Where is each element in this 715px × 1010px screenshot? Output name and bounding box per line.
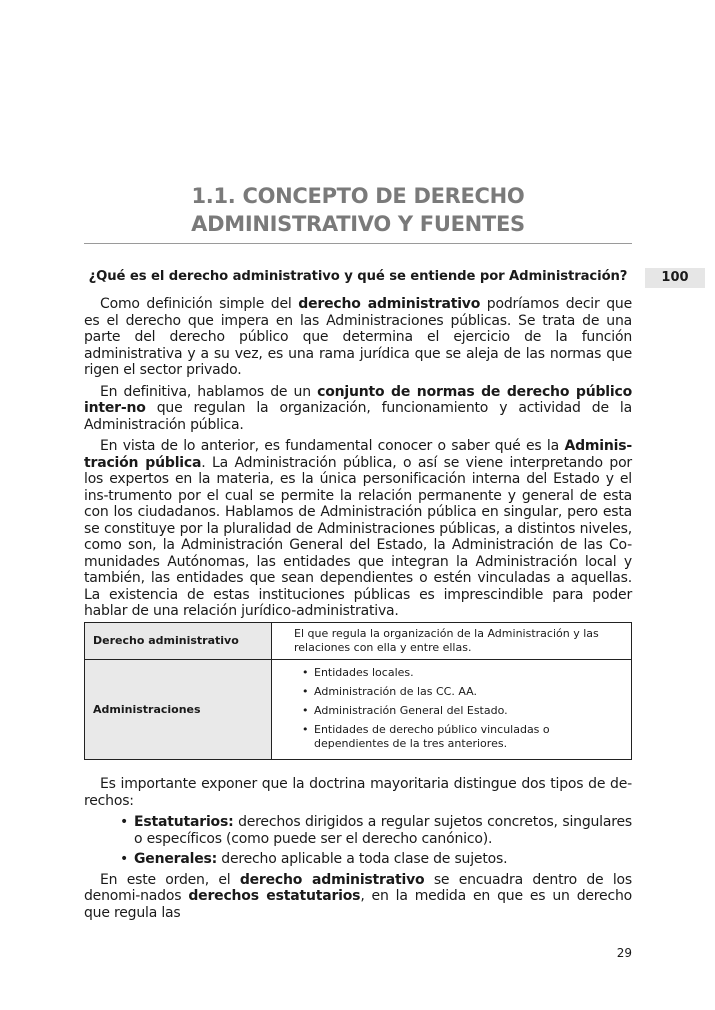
page-number: 29 bbox=[616, 946, 632, 960]
paragraph-1-text-c: podríamos decir que es el derecho que impera en las Administraciones públicas. Se trata de una parte del derecho público que determina el ejercicio de la función administrativa y a su vez, es una rama jurídica que se aleja de las normas que rigen el sector privado. bbox=[84, 296, 632, 378]
administrations-list bbox=[280, 666, 623, 751]
paragraph-2-text-c: que regulan la organización, funcionamiento y actividad de la Administración pública. bbox=[84, 400, 632, 433]
section-title bbox=[84, 182, 632, 238]
question-number-badge: 100 bbox=[645, 268, 705, 288]
summary-table bbox=[84, 622, 632, 760]
paragraph-5-text-e: , en la medida en que es un derecho que regula las bbox=[84, 888, 632, 921]
paragraph-3-text-a: En vista de lo anterior, es fundamental conocer o saber qué es la bbox=[100, 438, 565, 454]
table-row bbox=[85, 660, 632, 760]
title-divider bbox=[84, 243, 632, 244]
table-cell-label: Administraciones bbox=[85, 660, 272, 760]
closing-text-block bbox=[84, 776, 632, 921]
table-cell-value bbox=[272, 623, 632, 660]
bullet-term: Generales: bbox=[134, 851, 218, 867]
table-cell-value bbox=[272, 660, 632, 760]
section-title-line-2: ADMINISTRATIVO Y FUENTES bbox=[191, 212, 525, 236]
list-item bbox=[84, 814, 632, 847]
paragraph-3 bbox=[84, 438, 632, 620]
list-item bbox=[84, 851, 632, 868]
paragraph-5-bold-1: derecho administrativo bbox=[239, 871, 425, 888]
paragraph-5-text-c: se encuadra dentro de los denomi-nados bbox=[84, 871, 632, 904]
list-item: • Entidades locales. bbox=[280, 666, 623, 680]
paragraph-3-bold: Adminis-tración pública bbox=[84, 438, 632, 471]
section-title-line-1: 1.1. CONCEPTO DE DERECHO bbox=[191, 184, 525, 208]
list-item: • Entidades de derecho público vinculadas o dependientes de la tres anteriores. bbox=[280, 723, 623, 751]
paragraph-2-bold: conjunto de normas de derecho público inter-no bbox=[84, 383, 632, 416]
intro-text-block bbox=[84, 296, 632, 620]
paragraph-1-text-a: Como definición simple del bbox=[100, 296, 299, 312]
question-heading: ¿Qué es el derecho administrativo y qué se entiende por Administración? bbox=[88, 269, 628, 284]
paragraph-5-bold-2: derechos estatutarios bbox=[188, 888, 361, 904]
paragraph-2-text-a: En definitiva, hablamos de un bbox=[100, 383, 318, 400]
paragraph-5-text-a: En este orden, el bbox=[100, 871, 240, 888]
law-types-list bbox=[84, 814, 632, 868]
bullet-term: Estatutarios: bbox=[134, 814, 234, 830]
paragraph-1-bold: derecho administrativo bbox=[298, 296, 481, 312]
list-item: • Administración de las CC. AA. bbox=[280, 685, 623, 699]
bullet-text: derecho aplicable a toda clase de sujetos. bbox=[217, 851, 508, 867]
table-cell-definition: El que regula la organización de la Administración y las relaciones con ella y entre ellas. bbox=[294, 627, 599, 654]
paragraph-2 bbox=[84, 384, 632, 434]
paragraph-3-text-c: . La Administración pública, o así se viene interpretando por los expertos en la materia, es la única personificación interna del Estado y el ins-trumento por el cual se permite la relación permanente y general de esta con los ciudadanos. Hablamos de Administración pública en singular, pero esta se constituye por la pluralidad de Administraciones públicas, a distintos niveles, como son, la Administración General del Estado, la Administración de las Co-munidades Autónomas, las entidades que integran la Administración local y también, las entidades que sean dependientes o estén vinculadas a aquellas. La existencia de estas instituciones públicas es imprescindible para poder hablar de una relación jurídico-administrativa. bbox=[84, 454, 632, 619]
table-row bbox=[85, 623, 632, 660]
table-cell-label: Derecho administrativo bbox=[85, 623, 272, 660]
bullet-text: derechos dirigidos a regular sujetos concretos, singulares o específicos (como puede ser el derecho canónico). bbox=[134, 814, 632, 847]
paragraph-5 bbox=[84, 872, 632, 922]
paragraph-1 bbox=[84, 296, 632, 379]
list-item: • Administración General del Estado. bbox=[280, 704, 623, 718]
paragraph-4: Es importante exponer que la doctrina mayoritaria distingue dos tipos de de-rechos: bbox=[84, 776, 632, 809]
